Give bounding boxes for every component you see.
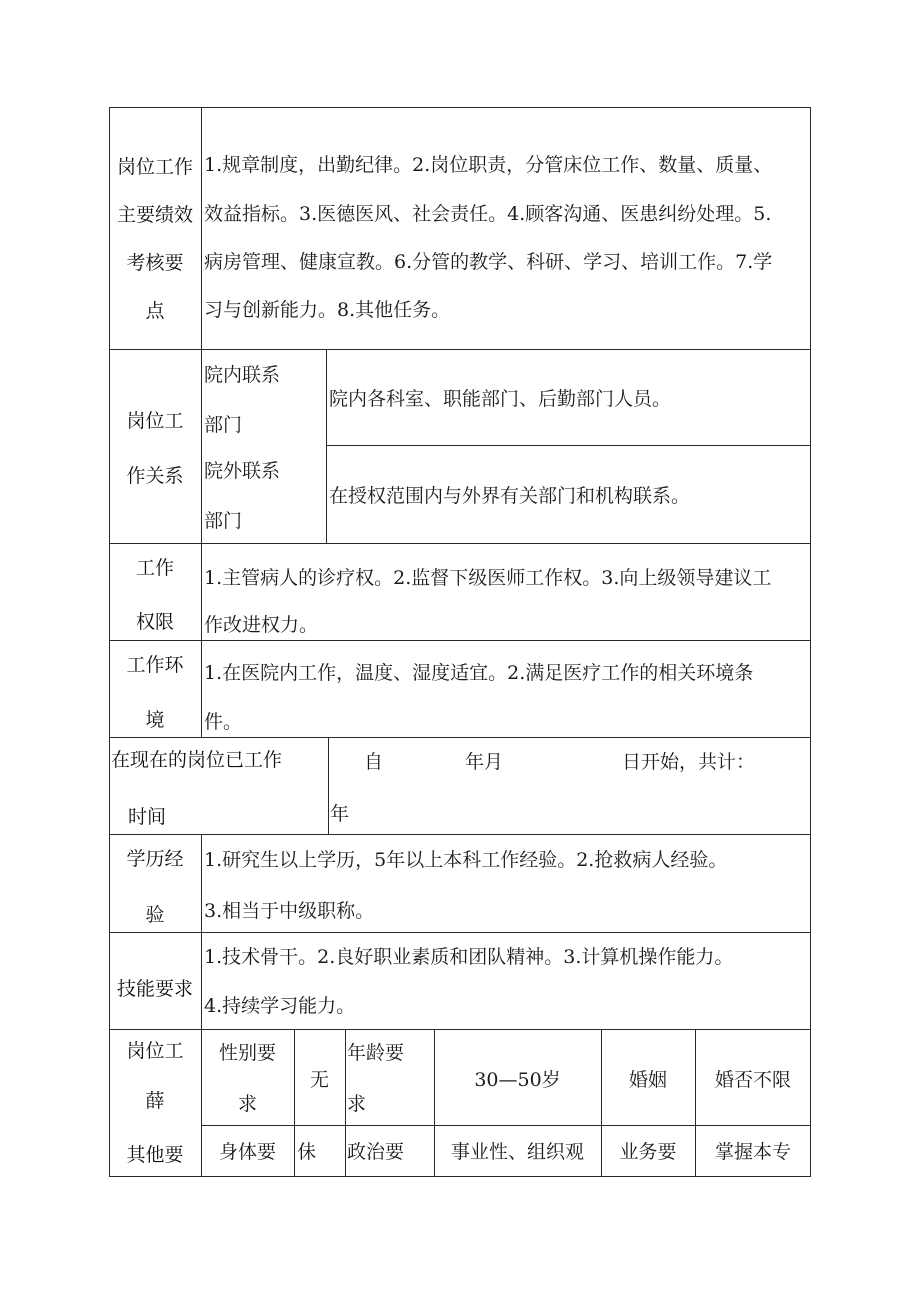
authority-content-line: 1.主管病人的诊疗权。2.监督下级医师工作权。3.向上级领导建议工 <box>204 567 772 589</box>
row-divider <box>109 543 811 544</box>
performance-label-line: 主要绩效 <box>116 204 193 226</box>
tenure-year-month: 年月 <box>465 751 504 773</box>
performance-label-line: 点 <box>145 300 165 322</box>
internal-dept-content: 院内各科室、职能部门、后勤部门人员。 <box>329 388 672 410</box>
body-label: 身体要 <box>218 1141 276 1163</box>
skills-label: 技能要求 <box>116 978 193 1000</box>
education-label-line: 验 <box>145 904 165 926</box>
other-label-line: 其他要 <box>126 1144 184 1166</box>
other-column-divider <box>294 1029 295 1177</box>
authority-label-line: 权限 <box>135 611 174 633</box>
internal-dept-label-line: 部门 <box>204 414 243 436</box>
relations-label-line: 作关系 <box>126 465 184 487</box>
performance-content-line: 习与创新能力。8.其他任务。 <box>204 299 451 321</box>
tenure-day-start: 日开始，共计： <box>622 751 756 773</box>
environment-content-line: 1.在医院内工作，温度、湿度适宜。2.满足医疗工作的相关环境条 <box>204 662 754 684</box>
age-label-line: 求 <box>347 1093 367 1115</box>
row-divider <box>109 349 811 350</box>
table-border-bottom <box>109 1176 811 1177</box>
environment-content-line: 件。 <box>204 711 243 733</box>
age-label-line: 年龄要 <box>347 1042 405 1064</box>
other-label-line: 岗位工 <box>126 1040 184 1062</box>
row-divider <box>109 737 811 738</box>
performance-content-line: 病房管理、健康宣教。6.分管的教学、科研、学习、培训工作。7.学 <box>204 251 773 273</box>
business-value: 掌握本专 <box>714 1141 791 1163</box>
external-dept-label-line: 院外联系 <box>204 460 281 482</box>
authority-content-line: 作改进权力。 <box>204 614 319 636</box>
performance-label-line: 考核要 <box>126 252 184 274</box>
age-value: 30—50岁 <box>474 1069 561 1091</box>
performance-content-line: 1.规章制度，出勤纪律。2.岗位职责，分管床位工作、数量、质量、 <box>204 154 773 176</box>
external-dept-label-line: 部门 <box>204 510 243 532</box>
education-content-line: 1.研究生以上学历，5年以上本科工作经验。2.抢救病人经验。 <box>204 849 728 871</box>
education-content-line: 3.相当于中级职称。 <box>204 900 375 922</box>
education-label-line: 学历经 <box>126 848 184 870</box>
row-divider <box>109 1029 811 1030</box>
authority-label-line: 工作 <box>135 557 174 579</box>
body-value: 佅 <box>297 1141 317 1163</box>
row-divider <box>326 445 811 446</box>
table-border-right <box>810 107 811 1177</box>
marriage-label: 婚姻 <box>628 1069 667 1091</box>
label-column-divider <box>201 834 202 1177</box>
label-column-divider <box>201 107 202 737</box>
other-column-divider <box>345 1029 346 1177</box>
business-label: 业务要 <box>619 1141 677 1163</box>
row-divider <box>109 640 811 641</box>
tenure-label-line: 在现在的岗位已工作 <box>111 749 283 771</box>
tenure-year: 年 <box>330 803 350 825</box>
tenure-label-line: 时间 <box>128 806 167 828</box>
environment-label-line: 工作环 <box>126 654 184 676</box>
job-requirements-table <box>109 107 811 1177</box>
row-divider <box>109 834 811 835</box>
environment-label-line: 境 <box>145 709 165 731</box>
row-divider <box>201 1125 811 1126</box>
external-dept-content: 在授权范围内与外界有关部门和机构联系。 <box>329 485 691 507</box>
skills-content-line: 4.持续学习能力。 <box>204 995 356 1017</box>
sublabel-column-divider <box>326 349 327 543</box>
relations-label-line: 岗位工 <box>126 410 184 432</box>
tenure-from: 自 <box>364 751 384 773</box>
performance-label-line: 岗位工作 <box>116 156 193 178</box>
gender-value: 无 <box>309 1069 329 1091</box>
row-divider <box>109 932 811 933</box>
politics-label: 政治要 <box>347 1141 405 1163</box>
politics-value: 事业性、组织观 <box>450 1141 584 1163</box>
internal-dept-label-line: 院内联系 <box>204 364 281 386</box>
tenure-column-divider <box>328 737 329 834</box>
other-label-line: 薛 <box>145 1090 165 1112</box>
marriage-value: 婚否不限 <box>714 1069 791 1091</box>
skills-content-line: 1.技术骨干。2.良好职业素质和团队精神。3.计算机操作能力。 <box>204 946 734 968</box>
performance-content-line: 效益指标。3.医德医风、社会责任。4.顾客沟通、医患纠纷处理。5. <box>204 203 772 225</box>
table-border-top <box>109 107 811 108</box>
gender-label-line: 性别要 <box>218 1042 276 1064</box>
gender-label-line: 求 <box>237 1093 257 1115</box>
